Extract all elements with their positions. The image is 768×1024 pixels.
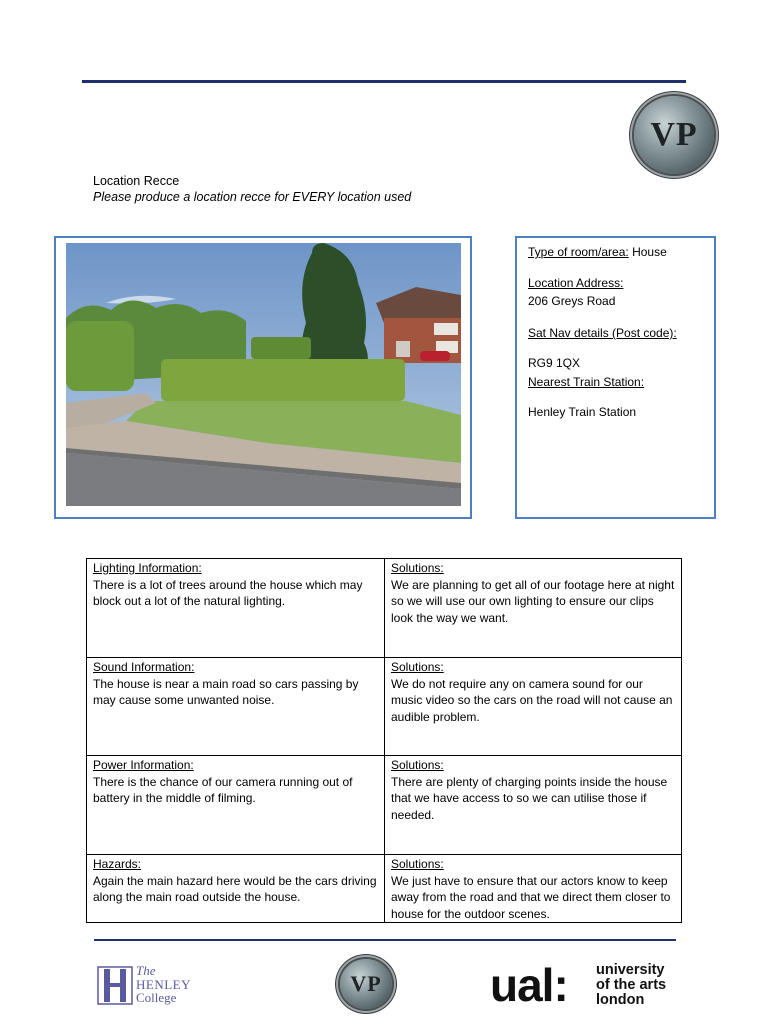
ual-line: of the arts [596, 977, 667, 993]
page-heading [93, 173, 411, 205]
vp-logo-text: VP [650, 116, 698, 153]
train-station-label: Nearest Train Station: [528, 375, 645, 389]
vp-logo-small [340, 959, 392, 1009]
room-type-value: House [632, 245, 667, 259]
bottom-divider [94, 939, 676, 941]
train-station-value: Henley Train Station [528, 405, 637, 419]
cell-title: Power Information: [93, 758, 194, 772]
cell-text: There are plenty of charging points inside the house that we have access to so we can utilise those if needed. [391, 774, 668, 822]
henley-line: College [136, 990, 177, 1005]
ual-logo [490, 959, 680, 1011]
henley-line: HENLEY [136, 976, 191, 992]
location-details-box [515, 236, 716, 519]
location-photo-frame [54, 236, 472, 519]
address-value: 206 Greys Road [528, 294, 616, 308]
hazards-cell [87, 855, 385, 923]
room-type-label: Type of room/area: [528, 245, 629, 259]
sound-solution-cell [385, 658, 682, 756]
henley-college-logo [96, 964, 206, 1008]
henley-h-icon [96, 965, 136, 1006]
cell-title: Solutions: [391, 758, 444, 772]
cell-title: Sound Information: [93, 660, 195, 674]
henley-wordmark [136, 964, 191, 1005]
cell-title: Hazards: [93, 857, 142, 871]
ual-line: university [596, 962, 665, 978]
hazards-solution-cell [385, 855, 682, 923]
cell-text: We are planning to get all of our footage here at night so we will use our own lighting to ensure our clips look the way we want. [391, 577, 675, 625]
sound-cell [87, 658, 385, 756]
cell-title: Solutions: [391, 561, 444, 575]
table-row [87, 855, 682, 923]
lighting-cell [87, 559, 385, 658]
postcode-value: RG9 1QX [528, 356, 581, 370]
vp-logo [634, 96, 714, 174]
address-label: Location Address: [528, 276, 624, 290]
table-row [87, 658, 682, 756]
cell-text: There is a lot of trees around the house which may block out a lot of the natural lighting. [93, 577, 363, 608]
recce-table [86, 558, 682, 923]
cell-title: Solutions: [391, 857, 444, 871]
vp-logo-text: VP [350, 971, 382, 996]
satnav-label: Sat Nav details (Post code): [528, 326, 677, 340]
cell-title: Lighting Information: [93, 561, 202, 575]
top-divider [82, 80, 686, 83]
cell-text: There is the chance of our camera running out of battery in the middle of filming. [93, 774, 353, 805]
table-row [87, 756, 682, 855]
cell-text: We just have to ensure that our actors know to keep away from the road and that we direct them closer to house for the outdoor scenes. [391, 873, 671, 921]
room-type-line [528, 244, 667, 260]
power-cell [87, 756, 385, 855]
power-solution-cell [385, 756, 682, 855]
page-subtitle: Please produce a location recce for EVERY location used [93, 190, 412, 204]
table-row [87, 559, 682, 658]
cell-title: Solutions: [391, 660, 444, 674]
location-photo [66, 243, 461, 506]
page-title: Location Recce [93, 174, 180, 188]
ual-line: london [596, 992, 645, 1008]
cell-text: The house is near a main road so cars passing by may cause some unwanted noise. [93, 676, 359, 707]
henley-line: The [136, 963, 156, 978]
lighting-solution-cell [385, 559, 682, 658]
cell-text: We do not require any on camera sound for our music video so the cars on the road will not cause an audible problem. [391, 676, 673, 724]
cell-text: Again the main hazard here would be the cars driving along the main road outside the house. [93, 873, 377, 904]
ual-wordmark [596, 963, 666, 1008]
ual-mark: ual: [490, 959, 568, 1011]
